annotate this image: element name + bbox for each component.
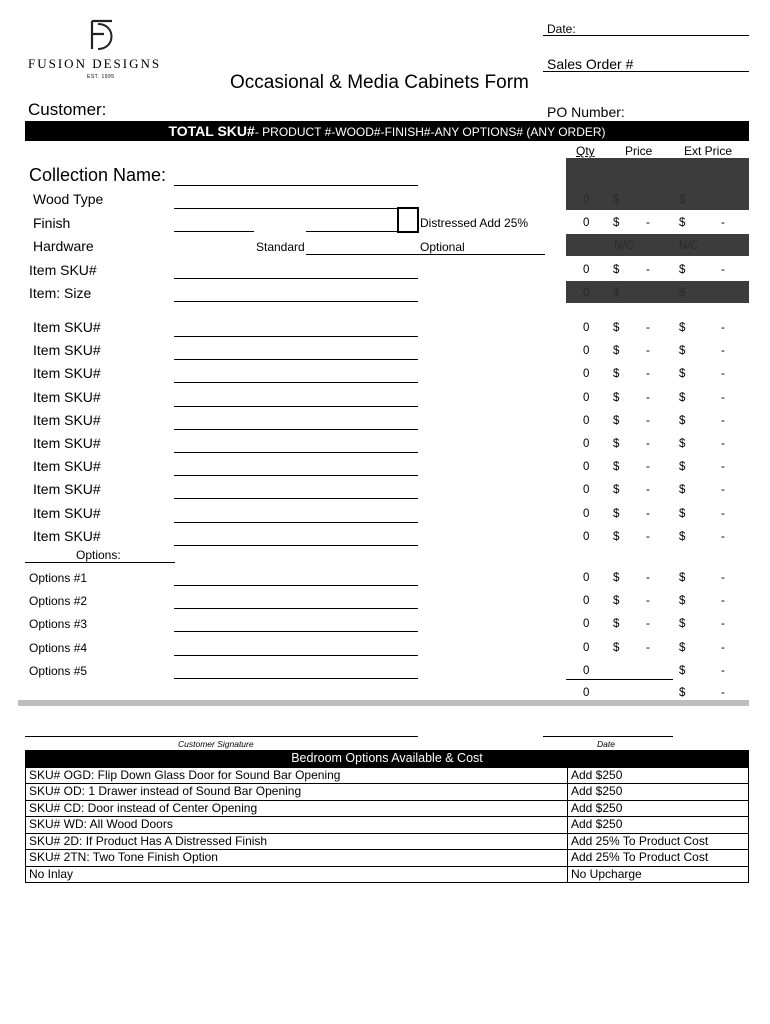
options-table-title: Bedroom Options Available & Cost — [26, 751, 749, 768]
item-row-field[interactable] — [174, 522, 418, 523]
item-row-qty: 0 — [583, 507, 590, 520]
signature-date-label: Date — [597, 739, 615, 749]
sku-format-bar — [25, 121, 749, 141]
option-row-field[interactable] — [174, 678, 418, 679]
logo — [28, 18, 178, 88]
hardware-ext-nc: N/C — [679, 240, 699, 252]
finish-field-2[interactable] — [306, 231, 397, 232]
option-row-ext-currency: $ — [679, 595, 686, 608]
option-row-ext-dash: - — [721, 595, 725, 608]
date-field[interactable] — [543, 35, 749, 36]
item-row-price-dash: - — [646, 438, 650, 450]
item-row-field[interactable] — [174, 406, 418, 407]
options-table-row — [26, 767, 749, 784]
option-cost: Add 25% To Product Cost — [568, 850, 749, 867]
item-row-ext-currency: $ — [679, 391, 686, 404]
item-row-ext-dash: - — [721, 438, 725, 450]
sales-order-label: Sales Order # — [547, 56, 634, 72]
po-number-label: PO Number: — [547, 104, 625, 120]
item-row-price-dash: - — [646, 322, 650, 334]
option-row-ext-currency: $ — [679, 641, 686, 654]
item-row-ext-currency: $ — [679, 414, 686, 427]
finish-ext-currency: $ — [679, 217, 686, 229]
options-table-row — [26, 817, 749, 834]
item-row-field[interactable] — [174, 545, 418, 546]
hardware-optional: Optional — [420, 240, 465, 254]
option-row-field[interactable] — [174, 608, 418, 609]
item-row-qty: 0 — [583, 461, 590, 474]
distressed-checkbox[interactable] — [397, 207, 419, 233]
sku-format-bold: TOTAL SKU# — [168, 123, 255, 139]
item-row-label: Item SKU# — [33, 481, 101, 498]
date-label: Date: — [547, 22, 576, 36]
option-cost: Add $250 — [568, 817, 749, 834]
hardware-optional-field[interactable] — [420, 254, 545, 255]
option-row-field[interactable] — [174, 631, 418, 632]
option-row-qty: 0 — [583, 572, 590, 584]
sales-order-field[interactable] — [543, 71, 749, 72]
options-heading: Options: — [76, 548, 121, 562]
item-row-label: Item SKU# — [33, 435, 101, 451]
options-heading-line — [25, 562, 175, 563]
price-header: Price — [625, 144, 653, 158]
option-row-label: Options #1 — [29, 571, 88, 585]
option-row-label: Options #2 — [29, 594, 88, 609]
hardware-price-nc: N/C — [614, 240, 634, 252]
option-description: SKU# 2D: If Product Has A Distressed Finish — [26, 833, 568, 850]
option-description: SKU# CD: Door instead of Center Opening — [26, 800, 568, 817]
item-sku-label: Item SKU# — [29, 262, 97, 278]
total-ext-dash: - — [721, 687, 725, 699]
option-description: SKU# OD: 1 Drawer instead of Sound Bar Opening — [26, 784, 568, 801]
collection-name-label: Collection Name: — [29, 165, 167, 185]
hardware-standard-field[interactable] — [306, 254, 420, 255]
qty-header: Qty — [576, 144, 595, 158]
logo-company: FUSION DESIGNS — [28, 56, 162, 71]
option-cost: Add $250 — [568, 767, 749, 784]
item-row-price-currency: $ — [613, 368, 620, 381]
option-cost: Add $250 — [568, 784, 749, 801]
item-row-label: Item SKU# — [33, 365, 101, 382]
item-row-ext-dash: - — [721, 461, 725, 474]
option-row-qty: 0 — [583, 618, 590, 631]
option-row-price-dash: - — [646, 595, 650, 608]
customer-signature-field[interactable] — [25, 736, 418, 737]
item-row-price-dash: - — [646, 461, 650, 474]
option-cost: Add $250 — [568, 800, 749, 817]
option-description: SKU# WD: All Wood Doors — [26, 817, 568, 834]
finish-field-1[interactable] — [174, 231, 254, 232]
option-cost: Add 25% To Product Cost — [568, 833, 749, 850]
option-row-qty: 0 — [583, 595, 590, 608]
options-table — [25, 750, 749, 883]
item-sku-ext-dash: - — [721, 264, 725, 276]
item-sku-field[interactable] — [174, 278, 418, 279]
option-row-price-currency: $ — [613, 618, 620, 631]
item-sku-qty: 0 — [583, 264, 590, 276]
option-row-label: Options #4 — [29, 640, 88, 655]
item-row-label: Item SKU# — [33, 388, 101, 405]
options-table-row — [26, 784, 749, 801]
item-row-ext-currency: $ — [679, 461, 686, 474]
option-row-price-dash: - — [646, 641, 650, 654]
item-row-ext-dash: - — [721, 484, 725, 497]
fd-monogram-icon — [86, 18, 120, 52]
item-row-label: Item SKU# — [33, 527, 101, 544]
item-row-field[interactable] — [174, 498, 418, 499]
options-table-row — [26, 800, 749, 817]
signature-date-field[interactable] — [543, 736, 673, 737]
item-row-ext-currency: $ — [679, 507, 686, 520]
wood-qty: 0 — [583, 194, 590, 206]
option-row-qty: 0 — [583, 641, 590, 654]
option-row-price-dash: - — [646, 618, 650, 631]
item-row-ext-dash: - — [721, 322, 725, 334]
item-sku-ext-currency: $ — [679, 264, 686, 276]
item-row-label: Item SKU# — [33, 319, 101, 335]
item-size-price-currency: $ — [613, 287, 620, 299]
options-5-qty-line — [566, 679, 673, 680]
item-row-ext-dash: - — [721, 345, 725, 358]
item-row-field[interactable] — [174, 359, 418, 360]
ext-price-header: Ext Price — [684, 144, 733, 158]
item-row-label: Item SKU# — [33, 411, 101, 428]
finish-price-dash: - — [646, 217, 650, 229]
logo-est: EST. 1995 — [87, 74, 115, 80]
item-row-ext-currency: $ — [679, 345, 686, 358]
finish-ext-dash: - — [721, 217, 725, 229]
item-row-label: Item SKU# — [33, 504, 101, 521]
item-size-price-dash: - — [646, 287, 650, 299]
item-row-price-dash: - — [646, 507, 650, 520]
sku-format-rest: - PRODUCT #-WOOD#-FINISH#-ANY OPTIONS# (ANY ORDER) — [254, 125, 606, 139]
option-row-qty: 0 — [583, 664, 590, 677]
item-row-ext-currency: $ — [679, 322, 686, 334]
item-row-ext-dash: - — [721, 507, 725, 520]
options-table-row — [26, 833, 749, 850]
item-row-label: Item SKU# — [33, 342, 101, 359]
option-description: No Inlay — [26, 866, 568, 883]
item-sku-price-dash: - — [646, 264, 650, 276]
item-row-ext-dash: - — [721, 391, 725, 404]
item-row-price-currency: $ — [613, 438, 620, 450]
item-row-qty: 0 — [583, 322, 590, 334]
item-row-ext-dash: - — [721, 368, 725, 381]
option-row-ext-currency: $ — [679, 664, 686, 677]
option-row-price-currency: $ — [613, 641, 620, 654]
wood-ext-dash: - — [721, 194, 725, 206]
item-row-qty: 0 — [583, 484, 590, 497]
options-table-row — [26, 850, 749, 867]
section-divider — [18, 700, 749, 706]
distressed-label: Distressed Add 25% — [420, 216, 529, 230]
item-row-field[interactable] — [174, 475, 418, 476]
item-size-qty: 0 — [583, 287, 590, 299]
item-row-field[interactable] — [174, 429, 418, 430]
item-row-price-currency: $ — [613, 530, 620, 543]
item-row-ext-currency: $ — [679, 368, 686, 381]
item-row-price-dash: - — [646, 484, 650, 497]
item-row-price-currency: $ — [613, 414, 620, 427]
option-row-price-currency: $ — [613, 595, 620, 608]
item-row-ext-currency: $ — [679, 530, 686, 543]
option-row-ext-dash: - — [721, 664, 725, 677]
item-size-ext-dash: - — [721, 287, 725, 299]
item-row-qty: 0 — [583, 530, 590, 543]
option-row-ext-dash: - — [721, 572, 725, 584]
item-row-qty: 0 — [583, 414, 590, 427]
option-row-ext-currency: $ — [679, 618, 686, 631]
item-row-field[interactable] — [174, 452, 418, 453]
item-size-label: Item: Size — [29, 285, 92, 301]
wood-price-dash: - — [646, 194, 650, 206]
item-row-price-dash: - — [646, 414, 650, 427]
item-row-price-currency: $ — [613, 322, 620, 334]
item-size-field[interactable] — [174, 301, 418, 302]
item-row-field[interactable] — [174, 336, 418, 337]
item-row-qty: 0 — [583, 391, 590, 404]
option-cost: No Upcharge — [568, 866, 749, 883]
finish-price-currency: $ — [613, 217, 620, 229]
item-row-ext-dash: - — [721, 530, 725, 543]
item-row-price-currency: $ — [613, 345, 620, 358]
hardware-label: Hardware — [33, 238, 94, 254]
hardware-standard: Standard — [256, 240, 305, 254]
wood-ext-currency: $ — [679, 194, 686, 206]
item-size-ext-currency: $ — [679, 287, 686, 299]
total-ext-currency: $ — [679, 687, 686, 699]
option-row-ext-dash: - — [721, 618, 725, 631]
option-description: SKU# 2TN: Two Tone Finish Option — [26, 850, 568, 867]
item-row-price-currency: $ — [613, 484, 620, 497]
item-sku-price-currency: $ — [613, 264, 620, 276]
item-row-qty: 0 — [583, 345, 590, 358]
options-table-row — [26, 866, 749, 883]
option-row-label: Options #3 — [29, 617, 88, 632]
finish-qty: 0 — [583, 217, 590, 229]
wood-price-currency: $ — [613, 194, 620, 206]
item-row-price-dash: - — [646, 530, 650, 543]
item-row-ext-dash: - — [721, 414, 725, 427]
option-row-price-currency: $ — [613, 572, 620, 584]
item-row-qty: 0 — [583, 438, 590, 450]
hardware-price-block — [566, 234, 749, 256]
option-row-ext-currency: $ — [679, 572, 686, 584]
item-row-price-currency: $ — [613, 461, 620, 474]
item-row-field[interactable] — [174, 382, 418, 383]
item-row-ext-currency: $ — [679, 438, 686, 450]
option-row-label: Options #5 — [29, 663, 88, 678]
option-description: SKU# OGD: Flip Down Glass Door for Sound Bar Opening — [26, 767, 568, 784]
option-row-ext-dash: - — [721, 641, 725, 654]
collection-name-field[interactable] — [174, 185, 418, 186]
wood-type-label: Wood Type — [33, 191, 104, 207]
item-row-qty: 0 — [583, 368, 590, 381]
customer-signature-label: Customer Signature — [178, 739, 254, 749]
finish-label: Finish — [33, 215, 71, 231]
item-row-price-dash: - — [646, 368, 650, 381]
wood-type-field[interactable] — [174, 208, 418, 209]
options-table-header — [26, 751, 749, 768]
item-row-price-currency: $ — [613, 391, 620, 404]
option-row-field[interactable] — [174, 655, 418, 656]
option-row-price-dash: - — [646, 572, 650, 584]
item-row-ext-currency: $ — [679, 484, 686, 497]
customer-label: Customer: — [28, 100, 107, 119]
item-row-price-currency: $ — [613, 507, 620, 520]
form-title: Occasional & Media Cabinets Form — [230, 72, 529, 93]
total-qty: 0 — [583, 687, 590, 699]
item-row-price-dash: - — [646, 391, 650, 404]
option-row-field[interactable] — [174, 585, 418, 586]
item-row-price-dash: - — [646, 345, 650, 358]
item-row-label: Item SKU# — [33, 458, 101, 475]
